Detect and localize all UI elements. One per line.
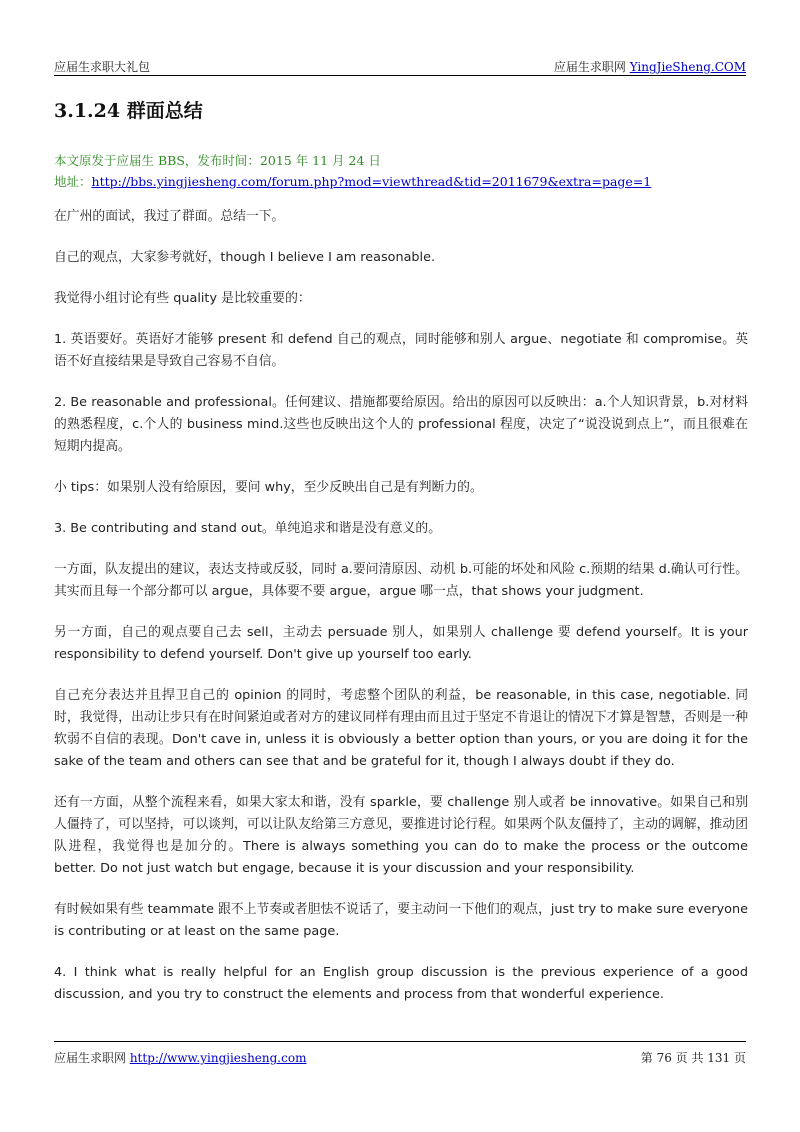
footer-site-link[interactable]: http://www.yingjiesheng.com xyxy=(129,1051,307,1065)
header-site-link[interactable]: YingJieSheng.COM xyxy=(629,60,746,74)
paragraph: 小 tips：如果别人没有给原因，要问 why，至少反映出自己是有判断力的。 xyxy=(54,480,483,495)
source-info xyxy=(54,150,651,192)
paragraph: 有时候如果有些 teammate 跟不上节奏或者胆怯不说话了，要主动问一下他们的观点，just try to make sure everyone is contributing or at least on the same page. xyxy=(54,902,748,939)
source-address xyxy=(54,171,651,192)
section-title: 3.1.24 群面总结 xyxy=(54,100,203,122)
header-left-text: 应届生求职大礼包 xyxy=(54,60,151,74)
footer-rule xyxy=(54,1041,746,1042)
paragraph: 1. 英语要好。英语好才能够 present 和 defend 自己的观点，同时能够和别人 argue、negotiate 和 compromise。英语不好直接结果是导致自己容易不自信。 xyxy=(54,332,748,369)
footer-left xyxy=(54,1049,306,1066)
source-url-link[interactable]: http://bbs.yingjiesheng.com/forum.php?mod=viewthread&tid=2011679&extra=page=1 xyxy=(91,174,652,189)
paragraph: 2. Be reasonable and professional。任何建议、措施都要给原因。给出的原因可以反映出：a.个人知识背景，b.对材料的熟悉程度，c.个人的 business mind.这些也反映出这个人的 professional 程度，决定了“说没说到点上”，而且很难在短期内提高。 xyxy=(54,395,748,454)
header-right xyxy=(554,58,746,75)
article-body xyxy=(54,206,748,1025)
paragraph: 3. Be contributing and stand out。单纯追求和谐是没有意义的。 xyxy=(54,521,441,536)
paragraph: 还有一方面，从整个流程来看，如果大家太和谐，没有 sparkle，要 challenge 别人或者 be innovative。如果自己和别人僵持了，可以坚持，可以谈判，可以让队友给第三方意见，要推进讨论行程。如果两个队友僵持了，主动的调解，推动团队进程，我觉得也是加分的。There is always something you can do to make the process or the outcome better. Do not just watch but engage, because it is your discussion and your responsibility. xyxy=(54,795,748,876)
paragraph: 自己充分表达并且捍卫自己的 opinion 的同时，考虑整个团队的利益，be reasonable, in this case, negotiable. 同时，我觉得，出动让步只有在时间紧迫或者对方的建议同样有理由而且过于坚定不肯退让的情况下才算是智慧，否则是一种软弱不自信的表现。Don't cave in, unless it is obviously a better option than yours, or you are doing it for the sake of the team and others can see that and be grateful for it, though I always doubt if they do. xyxy=(54,688,748,769)
paragraph: 4. I think what is really helpful for an English group discussion is the previous experience of a good discussion, and you try to construct the elements and process from that wonderful experience. xyxy=(54,965,748,1002)
paragraph: 我觉得小组讨论有些 quality 是比较重要的： xyxy=(54,291,311,306)
page-number: 第 76 页 共 131 页 xyxy=(640,1051,746,1065)
source-line: 本文原发于应届生 BBS，发布时间：2015 年 11 月 24 日 xyxy=(54,153,381,168)
header-rule xyxy=(54,75,746,76)
paragraph: 在广州的面试，我过了群面。总结一下。 xyxy=(54,209,285,224)
paragraph: 一方面，队友提出的建议，表达支持或反驳，同时 a.要问清原因、动机 b.可能的坏处和风险 c.预期的结果 d.确认可行性。其实而且每一个部分都可以 argue，具体要不要 argue，argue 哪一点，that shows your judgment. xyxy=(54,562,748,599)
address-label: 地址： xyxy=(54,174,92,189)
paragraph: 自己的观点，大家参考就好，though I believe I am reasonable. xyxy=(54,250,436,265)
page-header xyxy=(54,56,746,76)
paragraph: 另一方面，自己的观点要自己去 sell，主动去 persuade 别人，如果别人 challenge 要 defend yourself。It is your responsibility to defend yourself. Don't give up yourself too early. xyxy=(54,625,748,662)
footer-left-text: 应届生求职网 xyxy=(54,1051,130,1065)
header-right-text: 应届生求职网 xyxy=(553,60,630,74)
